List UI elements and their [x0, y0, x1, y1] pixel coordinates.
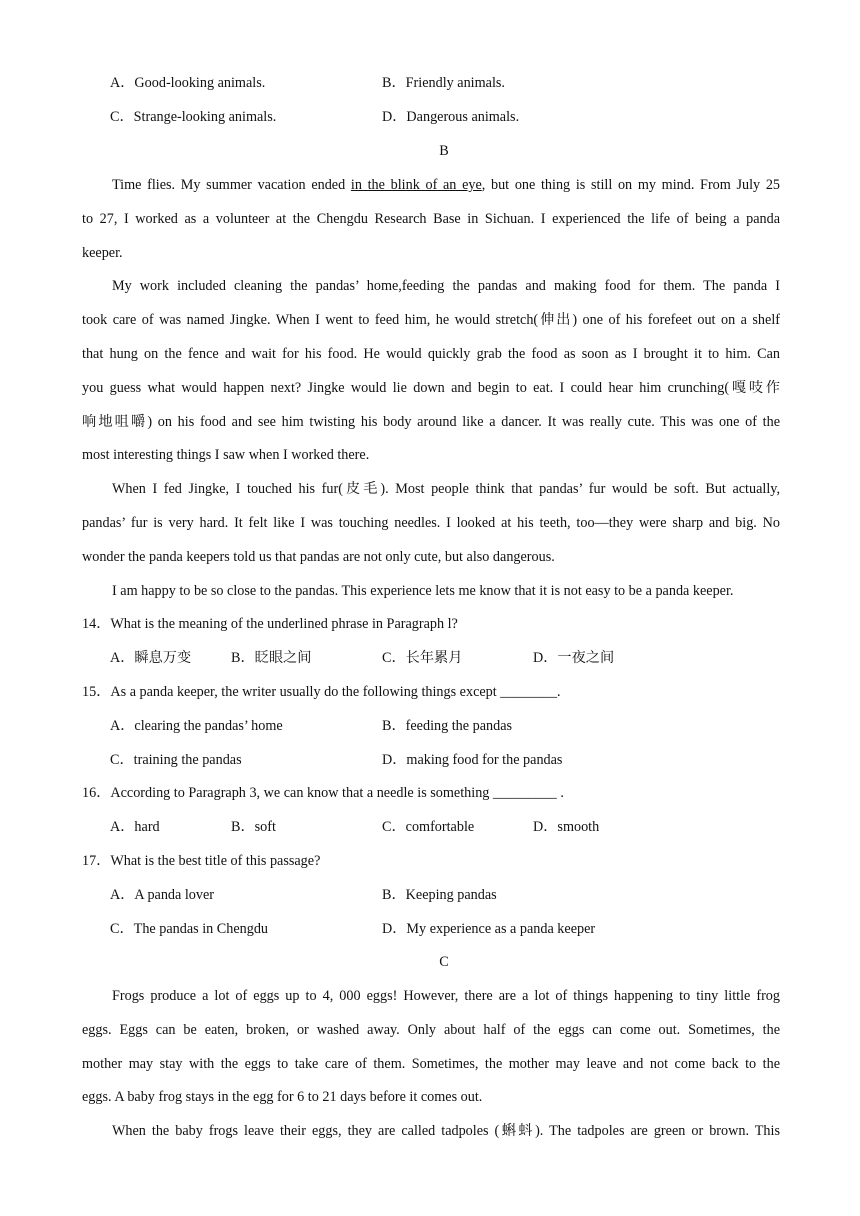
q13-option-a[interactable]: A．Good-looking animals. — [110, 75, 266, 91]
q16-option-a[interactable]: A．hard — [110, 819, 160, 835]
q16-option-c[interactable]: C．comfortable — [382, 819, 475, 835]
q17-option-c[interactable]: C．The pandas in Chengdu — [110, 921, 269, 937]
b-p3-line: wonder the panda keepers told us that pandas are not only cute, but also dangerous. — [82, 549, 555, 565]
c-p1-line: eggs. A baby frog stays in the egg for 6 to 21 days before it comes out. — [82, 1089, 483, 1105]
underlined-phrase: in the blink of an eye — [350, 177, 482, 193]
q16-option-d[interactable]: D．smooth — [533, 819, 600, 835]
q16-option-b[interactable]: B．soft — [231, 819, 276, 835]
b-p4-line: I am happy to be so close to the pandas. This experience lets me know that it is not easy to be a panda keeper. — [112, 583, 734, 599]
q15-option-c[interactable]: C．training the pandas — [110, 752, 242, 768]
q17-option-b[interactable]: B．Keeping pandas — [382, 887, 497, 903]
q15-option-b[interactable]: B．feeding the pandas — [382, 718, 513, 734]
question-16-stem: 16．According to Paragraph 3, we can know that a needle is something _________ . — [82, 785, 564, 801]
b-p1-line1 — [112, 175, 780, 195]
question-15-stem: 15．As a panda keeper, the writer usually do the following things except ________. — [82, 684, 561, 700]
b-p1-line2: to 27, I worked as a volunteer at the Chengdu Research Base in Sichuan. I experienced the life of being a panda — [82, 211, 780, 227]
q13-option-b[interactable]: B．Friendly animals. — [382, 75, 505, 91]
c-p1-line: eggs. Eggs can be eaten, broken, or washed away. Only about half of the eggs can come out. Sometimes, the — [82, 1022, 780, 1038]
b-p1-text: Time flies. My summer vacation ended — [112, 177, 351, 193]
question-14-stem: 14．What is the meaning of the underlined phrase in Paragraph l? — [82, 616, 458, 632]
q14-option-b[interactable]: B．眨眼之间 — [231, 650, 312, 666]
q13-option-c[interactable]: C．Strange-looking animals. — [110, 109, 277, 125]
c-p2-line: When the baby frogs leave their eggs, they are called tadpoles (蝌蚪). The tadpoles are green or brown. This — [112, 1123, 780, 1139]
b-p2-line: that hung on the fence and wait for his food. He would quickly grab the food as soon as I brought it to him. Can — [82, 346, 780, 362]
b-p2-line: most interesting things I saw when I worked there. — [82, 447, 370, 463]
section-b-heading: B — [439, 143, 449, 159]
q14-option-d[interactable]: D．一夜之间 — [533, 650, 615, 666]
q14-option-a[interactable]: A．瞬息万变 — [110, 650, 192, 666]
q15-option-d[interactable]: D．making food for the pandas — [382, 752, 563, 768]
section-c-heading: C — [439, 954, 449, 970]
b-p2-line: 响地咀嚼) on his food and see him twisting his body around like a dancer. It was really cute. This was one of the — [82, 414, 780, 430]
q15-option-a[interactable]: A．clearing the pandas’ home — [110, 718, 283, 734]
q13-option-d[interactable]: D．Dangerous animals. — [382, 109, 520, 125]
b-p3-line: When I fed Jingke, I touched his fur(皮毛). Most people think that pandas’ fur would be soft. But actually, — [112, 481, 780, 497]
b-p3-line: pandas’ fur is very hard. It felt like I was touching needles. I looked at his teeth, too—they were sharp and big. No — [82, 515, 780, 531]
b-p2-line: took care of was named Jingke. When I went to feed him, he would stretch(伸出) one of his forefeet out on a shelf — [82, 312, 780, 328]
b-p2-line: you guess what would happen next? Jingke would lie down and begin to eat. I could hear him crunching(嘎吱作 — [82, 380, 780, 396]
question-17-stem: 17．What is the best title of this passage? — [82, 853, 321, 869]
q14-option-c[interactable]: C．长年累月 — [382, 650, 463, 666]
c-p1-line: Frogs produce a lot of eggs up to 4, 000 eggs! However, there are a lot of things happening to tiny little frog — [112, 988, 780, 1004]
q17-option-a[interactable]: A．A panda lover — [110, 887, 215, 903]
c-p1-line: mother may stay with the eggs to take care of them. Sometimes, the mother may leave and not come back to the — [82, 1056, 780, 1072]
b-p1-text: , but one thing is still on my mind. From July 25 — [481, 177, 781, 193]
b-p1-line3: keeper. — [82, 245, 123, 261]
q17-option-d[interactable]: D．My experience as a panda keeper — [382, 921, 596, 937]
b-p2-line: My work included cleaning the pandas’ home,feeding the pandas and making food for them. The panda I — [112, 278, 780, 294]
